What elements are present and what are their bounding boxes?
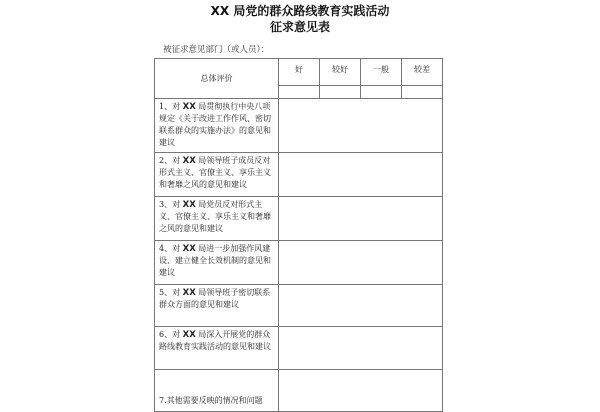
table-row xyxy=(155,327,443,370)
subject-label: 被征求意见部门（或人员）： xyxy=(163,45,270,55)
item-5-label: 5、对 XX 局领导班子密切联系群众方面的意见和建议 xyxy=(155,285,279,327)
table-row xyxy=(155,285,443,327)
document-subtitle: 征求意见表 xyxy=(269,20,330,34)
item-2-response-cell[interactable] xyxy=(279,153,443,197)
rating-average: 一般 xyxy=(361,59,402,86)
rating-header-row xyxy=(155,59,443,86)
overall-evaluation-label: 总体评价 xyxy=(155,59,279,99)
item-1-label: 1、对 XX 局贯彻执行中央八项规定《关于改进工作作风、密切联系群众的实施办法》的意见和建议 xyxy=(155,99,279,153)
table-row xyxy=(155,99,443,153)
rating-good-cell[interactable] xyxy=(279,86,320,99)
rating-average-cell[interactable] xyxy=(361,86,402,99)
item-3-response-cell[interactable] xyxy=(279,197,443,241)
item-5-response-cell[interactable] xyxy=(279,285,443,327)
item-2-label: 2、对 XX 局领导班子成员反对形式主义、官僚主义、享乐主义和奢靡之风的意见和建议 xyxy=(155,153,279,197)
item-6-label: 6、对 XX 局深入开展党的群众路线教育实践活动的意见和建议 xyxy=(155,327,279,370)
table-row xyxy=(155,153,443,197)
item-1-response-cell[interactable] xyxy=(279,99,443,153)
item-4-label: 4、对 XX 局进一步加强作风建设、建立健全长效机制的意见和建议 xyxy=(155,241,279,285)
rating-fairly-good: 较好 xyxy=(320,59,361,86)
table-row xyxy=(155,197,443,241)
rating-good: 好 xyxy=(279,59,320,86)
item-7-response-cell[interactable] xyxy=(279,370,443,412)
document-title: XX 局党的群众路线教育实践活动 xyxy=(210,4,390,18)
table-row xyxy=(155,370,443,412)
item-3-label: 3、对 XX 局党员反对形式主义、官僚主义、享乐主义和奢靡之风的意见和建议 xyxy=(155,197,279,241)
item-4-response-cell[interactable] xyxy=(279,241,443,285)
item-7-label: 7.其他需要反映的情况和问题 xyxy=(155,370,279,412)
item-6-response-cell[interactable] xyxy=(279,327,443,370)
table-row xyxy=(155,241,443,285)
rating-fairly-good-cell[interactable] xyxy=(320,86,361,99)
rating-poor: 较差 xyxy=(402,59,443,86)
opinion-form-table xyxy=(154,58,443,412)
rating-poor-cell[interactable] xyxy=(402,86,443,99)
